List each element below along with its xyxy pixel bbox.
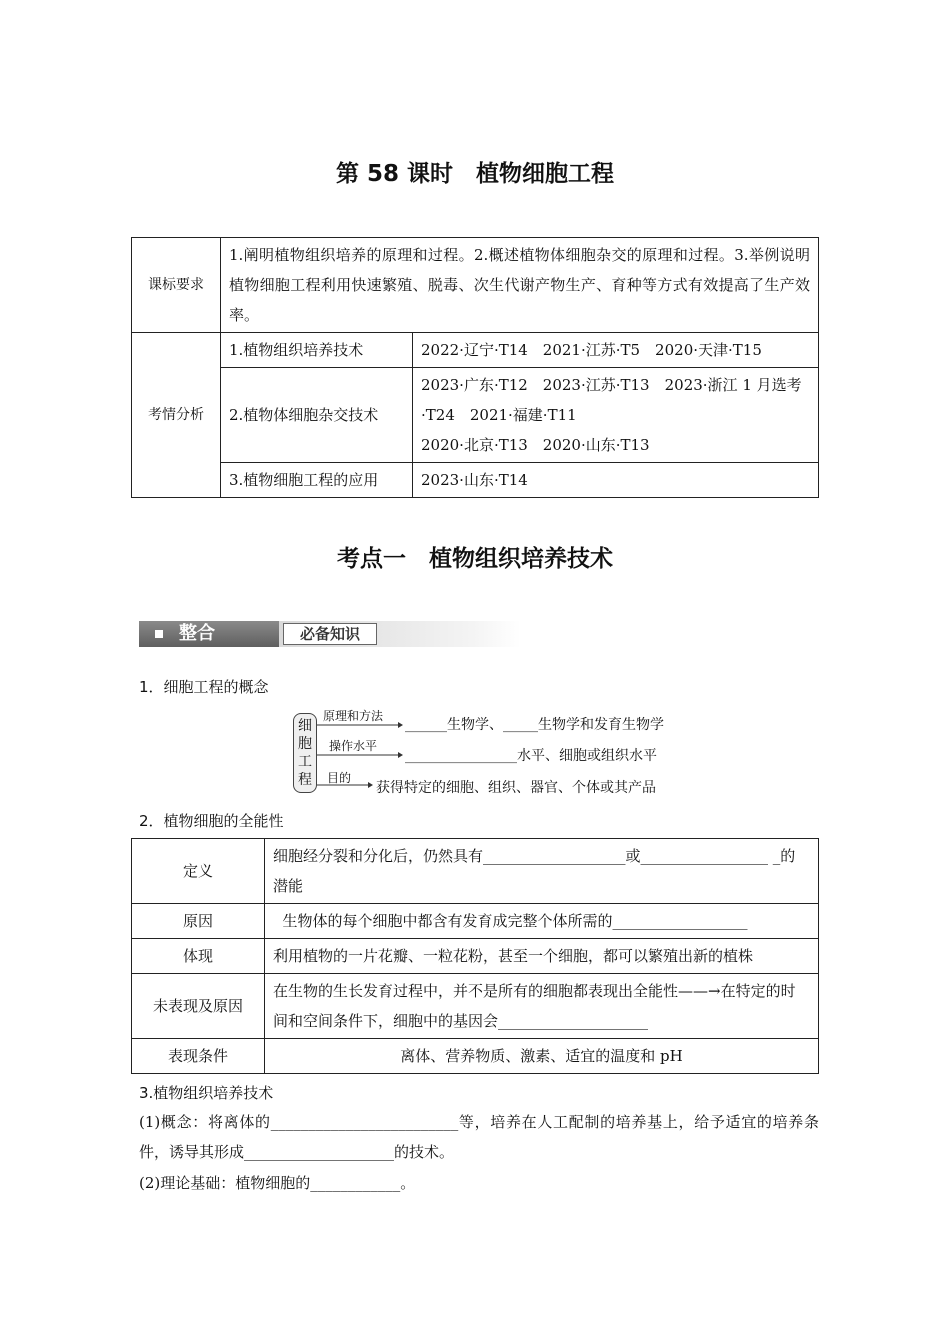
item1-heading: 1．细胞工程的概念 xyxy=(139,678,269,696)
row-label: 未表现及原因 xyxy=(132,974,265,1039)
analysis-topic: 1.植物组织培养技术 xyxy=(221,333,413,368)
page-title: 第 58 课时 植物细胞工程 xyxy=(335,161,615,187)
item2-heading: 2．植物细胞的全能性 xyxy=(139,812,284,830)
branch-text: 获得特定的细胞、组织、器官、个体或其产品 xyxy=(376,780,656,796)
analysis-exams xyxy=(413,368,819,463)
item3-heading: 3.植物组织培养技术 xyxy=(139,1084,274,1102)
branch-text: ______生物学、_____生物学和发育生物学 xyxy=(405,717,664,733)
branch-label: 原理和方法 xyxy=(323,709,384,723)
analysis-topic: 3.植物细胞工程的应用 xyxy=(221,463,413,498)
banner-tag: 必备知识 xyxy=(283,623,377,645)
analysis-exams: 2022·辽宁·T14 2021·江苏·T5 2020·天津·T15 xyxy=(413,333,819,368)
totipotency-table xyxy=(131,838,819,1074)
banner-label: 整合 xyxy=(179,623,215,644)
row-label: 定义 xyxy=(132,839,265,904)
exam-line: 2020·北京·T13 2020·山东·T13 xyxy=(421,436,650,454)
item3-paragraph: (1)概念：将离体的_________________________等，培养在人工配制的培养基上，给予适宜的培养条件，诱导其形成____________________的技术。 xyxy=(139,1113,819,1161)
row-label: 表现条件 xyxy=(132,1039,265,1074)
branch-label: 目的 xyxy=(327,771,352,785)
row-content: 细胞经分裂和分化后，仍然具有___________________或_________________ _的潜能 xyxy=(265,839,819,904)
row-content: 利用植物的一片花瓣、一粒花粉，甚至一个细胞，都可以繁殖出新的植株 xyxy=(265,939,819,974)
standards-table xyxy=(131,237,819,498)
analysis-topic: 2.植物体细胞杂交技术 xyxy=(221,368,413,463)
analysis-exams: 2023·山东·T14 xyxy=(413,463,819,498)
requirement-label: 课标要求 xyxy=(132,238,221,333)
row-content: 离体、营养物质、激素、适宜的温度和 pH xyxy=(265,1039,819,1074)
item3-paragraph: (2)理论基础：植物细胞的____________。 xyxy=(139,1174,416,1192)
row-label: 体现 xyxy=(132,939,265,974)
section-title: 考点一 植物组织培养技术 xyxy=(337,546,613,572)
square-bullet-icon xyxy=(155,630,163,638)
branch-label: 操作水平 xyxy=(329,739,378,753)
row-label: 原因 xyxy=(132,904,265,939)
requirement-text: 1.阐明植物组织培养的原理和过程。2.概述植物体细胞杂交的原理和过程。3.举例说明植物细胞工程利用快速繁殖、脱毒、次生代谢产物生产、育种等方式有效提高了生产效率。 xyxy=(221,238,819,333)
analysis-label: 考情分析 xyxy=(132,333,221,498)
branch-text: ________________水平、细胞或组织水平 xyxy=(405,748,657,764)
row-content: 在生物的生长发育过程中，并不是所有的细胞都表现出全能性——→在特定的时间和空间条件下，细胞中的基因会____________________ xyxy=(265,974,819,1039)
root-text: 细胞工程 xyxy=(298,718,312,788)
row-content: 生物体的每个细胞中都含有发育成完整个体所需的__________________ xyxy=(265,904,819,939)
section-banner xyxy=(139,621,521,651)
exam-line: 2023·广东·T12 2023·江苏·T13 2023·浙江 1 月选考·T24 2021·福建·T11 xyxy=(421,376,802,424)
concept-diagram xyxy=(293,705,693,800)
